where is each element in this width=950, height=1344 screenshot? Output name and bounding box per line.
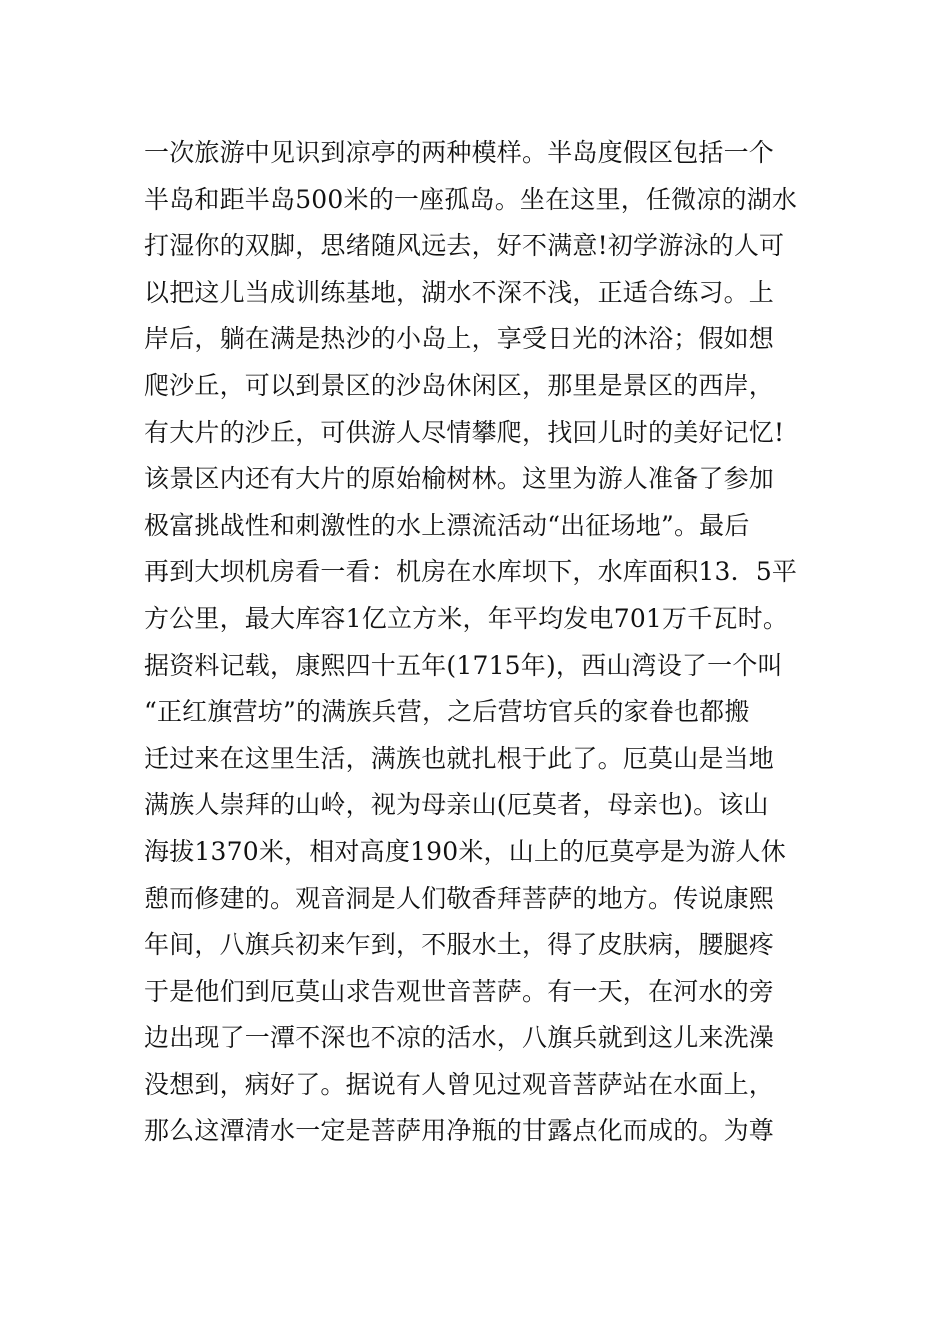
text-line-11: 方公里，最大库容1亿立方米，年平均发电701万千瓦时。: [144, 603, 789, 633]
text-line-4: 以把这儿当成训练基地，湖水不深不浅，正适合练习。上: [144, 277, 775, 307]
text-line-5: 岸后，躺在满是热沙的小岛上，享受日光的沐浴；假如想: [144, 324, 775, 354]
text-line-12: 据资料记载，康熙四十五年(1715年)，西山湾设了一个叫: [144, 650, 783, 680]
text-line-7: 有大片的沙丘，可供游人尽情攀爬，找回儿时的美好记忆!: [144, 417, 785, 447]
text-line-20: 边出现了一潭不深也不凉的活水，八旗兵就到这儿来洗澡: [144, 1023, 775, 1053]
text-line-9: 极富挑战性和刺激性的水上漂流活动“出征场地”。最后: [144, 510, 750, 540]
text-line-19: 于是他们到厄莫山求告观世音菩萨。有一天，在河水的旁: [144, 976, 775, 1006]
text-line-22: 那么这潭清水一定是菩萨用净瓶的甘露点化而成的。为尊: [144, 1116, 775, 1146]
text-line-3: 打湿你的双脚，思绪随风远去，好不满意!初学游泳的人可: [144, 231, 785, 261]
text-line-10: 再到大坝机房看一看：机房在水库坝下，水库面积13．5平: [144, 557, 798, 587]
text-line-15: 满族人崇拜的山岭，视为母亲山(厄莫者，母亲也)。该山: [144, 790, 769, 820]
text-line-17: 憩而修建的。观音洞是人们敬香拜菩萨的地方。传说康熙: [144, 883, 775, 913]
text-line-8: 该景区内还有大片的原始榆树林。这里为游人准备了参加: [144, 464, 775, 494]
text-line-6: 爬沙丘，可以到景区的沙岛休闲区，那里是景区的西岸，: [144, 370, 775, 400]
body-text: [144, 130, 824, 1155]
text-line-16: 海拔1370米，相对高度190米，山上的厄莫亭是为游人休: [144, 836, 786, 866]
text-line-21: 没想到，病好了。据说有人曾见过观音菩萨站在水面上，: [144, 1069, 775, 1099]
text-line-13: “正红旗营坊”的满族兵营，之后营坊官兵的家眷也都搬: [144, 697, 750, 727]
text-line-2: 半岛和距半岛500米的一座孤岛。坐在这里，任微凉的湖水: [144, 184, 798, 214]
text-line-14: 迁过来在这里生活，满族也就扎根于此了。厄莫山是当地: [144, 743, 775, 773]
text-line-18: 年间，八旗兵初来乍到，不服水土，得了皮肤病，腰腿疼: [144, 930, 775, 960]
text-line-1: 一次旅游中见识到凉亭的两种模样。半岛度假区包括一个: [144, 138, 775, 167]
